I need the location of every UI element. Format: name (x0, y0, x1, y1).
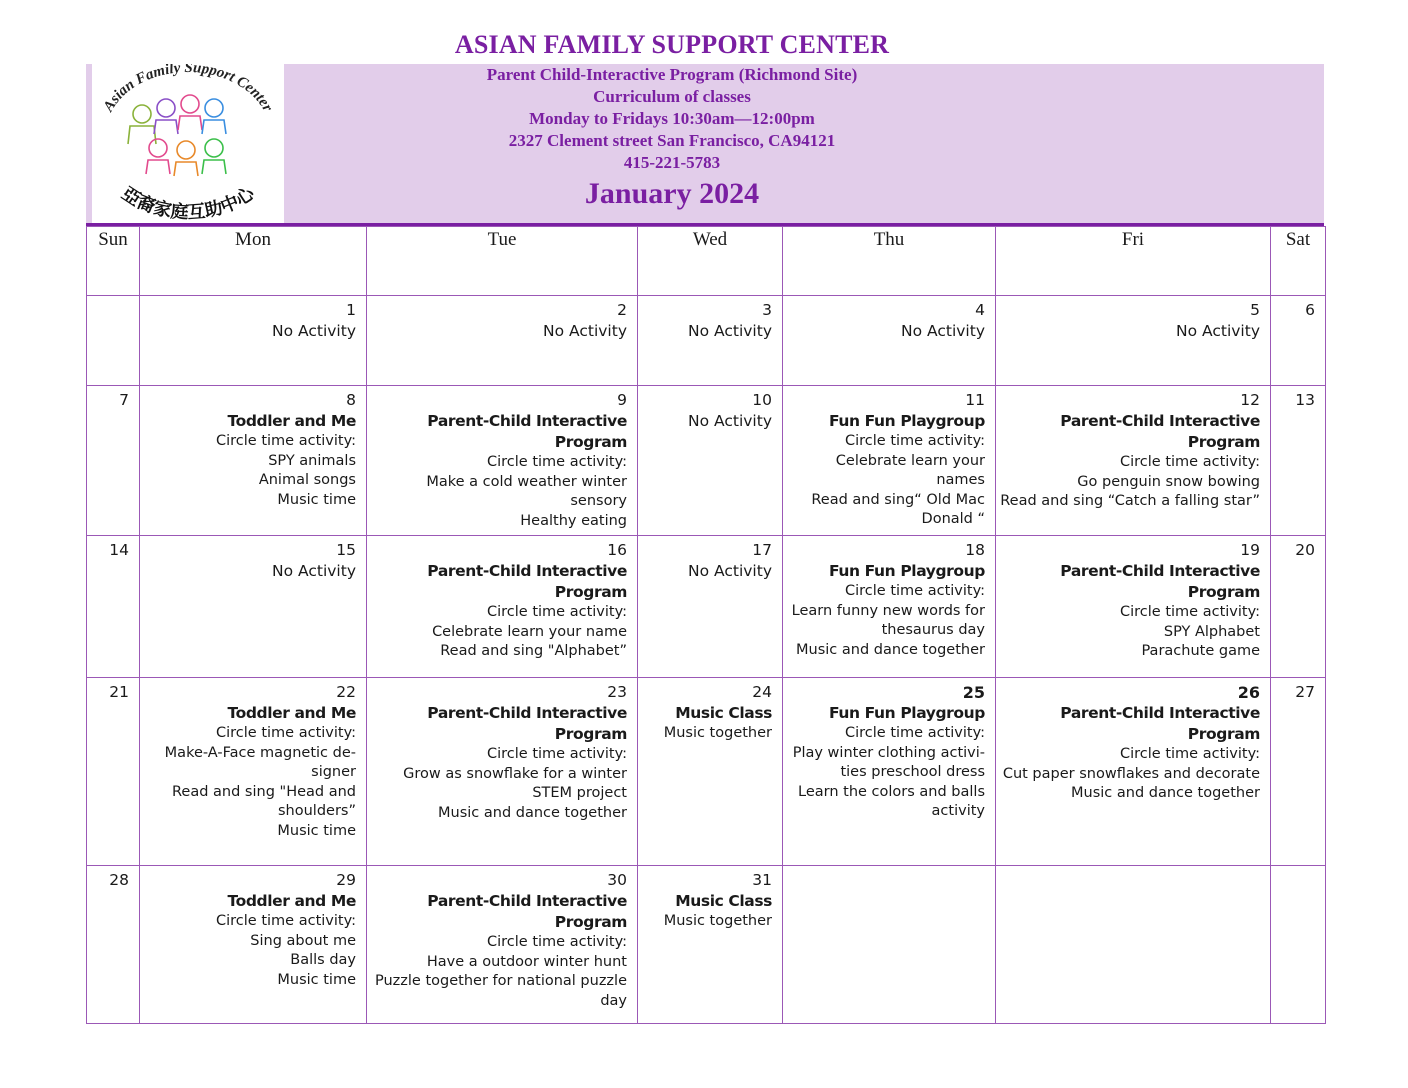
week-row (87, 678, 1326, 866)
day-cell (87, 678, 140, 866)
activity-line: shoulders” (278, 803, 356, 819)
day-cell (638, 386, 783, 536)
day-number: 4 (975, 301, 985, 319)
month-title: January 2024 (584, 177, 760, 210)
day-cell-content (367, 296, 637, 342)
day-cell (783, 386, 996, 536)
program-name: Parent-Child Interactive Program (427, 892, 627, 931)
week-row (87, 386, 1326, 536)
day-cell (140, 386, 367, 536)
program-name: Fun Fun Playgroup (828, 562, 985, 580)
activity-line: Healthy eating (520, 512, 627, 529)
day-cell (996, 866, 1271, 1024)
activity-line: Circle time activity: (216, 725, 356, 741)
activity-line: Cut paper snowflakes and decorate (1002, 765, 1260, 782)
activity-line: Learn funny new words for (791, 602, 985, 619)
day-cell-content (638, 866, 782, 932)
activity-line: Circle time activity: (845, 433, 985, 449)
weekday-thu: Thu (783, 227, 996, 296)
day-cell (638, 678, 783, 866)
activity-line: activity (931, 803, 985, 819)
day-number: 27 (1295, 683, 1315, 701)
week-row (87, 296, 1326, 386)
day-cell (783, 536, 996, 678)
day-number: 10 (752, 391, 772, 409)
activity-line: Donald “ (921, 511, 985, 527)
day-number: 16 (607, 541, 627, 559)
activity-line: Music time (277, 822, 356, 839)
day-cell (1271, 866, 1326, 1024)
calendar-grid (86, 226, 1326, 1024)
day-cell-content (783, 296, 995, 342)
activity-line: Circle time activity: (1120, 604, 1260, 620)
program-name: Parent-Child Interactive Program (427, 412, 627, 451)
weekday-wed: Wed (638, 227, 783, 296)
day-cell-content (1271, 536, 1325, 561)
day-cell (638, 866, 783, 1024)
activity-line: Read and sing“ Old Mac (811, 491, 985, 508)
no-activity-label: No Activity (272, 562, 356, 580)
logo-arc-text: Asian Family Support Center (100, 64, 276, 115)
svg-text:亞裔家庭互助中心 (118, 182, 259, 223)
day-cell (996, 536, 1271, 678)
activity-line: SPY animals (268, 452, 356, 469)
day-number: 2 (617, 301, 627, 319)
weekday-header-row (87, 227, 1326, 296)
phone-number: 415-221-5783 (623, 153, 721, 172)
program-name: Fun Fun Playgroup (828, 704, 985, 722)
program-name: Toddler and Me (227, 892, 356, 910)
day-cell-content (87, 536, 139, 561)
day-cell-content (783, 386, 995, 530)
activity-line: Celebrate learn your name (432, 623, 627, 640)
day-cell-content (367, 536, 637, 662)
activity-line: Music time (277, 491, 356, 508)
day-cell (1271, 678, 1326, 866)
program-name: Parent-Child Interactive Program (1060, 412, 1260, 451)
activity-line: Circle time activity: (216, 913, 356, 929)
activity-line: Have a outdoor winter hunt (426, 953, 627, 970)
activity-line: Circle time activity: (845, 583, 985, 599)
day-cell-content (1271, 296, 1325, 321)
day-cell-content (1271, 386, 1325, 411)
day-number: 30 (607, 871, 627, 889)
day-cell-content (87, 296, 139, 300)
program-name: Toddler and Me (227, 412, 356, 430)
activity-line: Circle time activity: (1120, 746, 1260, 762)
activity-line: Circle time activity: (487, 454, 627, 470)
day-cell-content (996, 296, 1270, 342)
day-cell (996, 296, 1271, 386)
activity-line: Circle time activity: (487, 604, 627, 620)
day-cell (1271, 386, 1326, 536)
day-number: 14 (109, 541, 129, 559)
org-title: ASIAN FAMILY SUPPORT CENTER (454, 30, 890, 59)
activity-line: Parachute game (1141, 643, 1260, 659)
activity-line: Read and sing “Catch a falling star” (1000, 493, 1260, 509)
day-number: 9 (617, 391, 627, 409)
day-number: 5 (1250, 301, 1260, 319)
activity-line: day (600, 992, 627, 1009)
day-cell-content (996, 866, 1270, 870)
day-cell (996, 678, 1271, 866)
day-cell (87, 866, 140, 1024)
day-number: 28 (109, 871, 129, 889)
activity-line: Sing about me (250, 932, 356, 949)
activity-line: Music time (277, 971, 356, 988)
day-cell-content (140, 678, 366, 841)
logo-chinese-text: 亞裔家庭互助中心 (117, 183, 259, 224)
day-cell-content (638, 536, 782, 582)
no-activity-label: No Activity (1176, 322, 1260, 340)
day-cell (140, 678, 367, 866)
program-name: Fun Fun Playgroup (828, 412, 985, 430)
weekday-fri: Fri (996, 227, 1271, 296)
day-number: 12 (1240, 391, 1260, 409)
activity-line: Music and dance together (796, 641, 985, 658)
no-activity-label: No Activity (543, 322, 627, 340)
program-name: Parent-Child Interactive Program (427, 704, 627, 743)
week-row (87, 536, 1326, 678)
day-cell (783, 296, 996, 386)
no-activity-label: No Activity (688, 562, 772, 580)
day-number: 29 (336, 871, 356, 889)
program-name: Parent-Child Interactive Program (1060, 704, 1260, 743)
day-cell-content (140, 536, 366, 582)
day-cell-content (367, 866, 637, 1011)
day-cell (996, 386, 1271, 536)
activity-line: Read and sing "Alphabet” (440, 643, 627, 659)
day-cell (783, 866, 996, 1024)
day-cell (87, 296, 140, 386)
program-name: Toddler and Me (227, 704, 356, 722)
day-number: 15 (336, 541, 356, 559)
curriculum-label: Curriculum of classes (593, 87, 751, 106)
day-cell-content (783, 536, 995, 660)
banner-text (286, 64, 1058, 212)
activity-line: Music and dance together (438, 804, 627, 821)
weekday-sun: Sun (87, 227, 140, 296)
schedule-hours: Monday to Fridays 10:30am—12:00pm (529, 109, 815, 128)
day-cell-content (1271, 866, 1325, 870)
activity-line: STEM project (532, 785, 627, 801)
activity-line: Circle time activity: (845, 725, 985, 741)
activity-line: Make-A-Face magnetic de- (164, 744, 356, 761)
weekday-mon: Mon (140, 227, 367, 296)
day-number: 24 (752, 683, 772, 701)
day-number: 18 (965, 541, 985, 559)
day-cell-content (140, 386, 366, 510)
day-cell-content (638, 296, 782, 342)
no-activity-label: No Activity (688, 412, 772, 430)
activity-line: Circle time activity: (216, 433, 356, 449)
day-cell-content (783, 866, 995, 870)
day-number: 6 (1305, 301, 1315, 319)
day-cell-content (783, 678, 995, 822)
weekday-tue: Tue (367, 227, 638, 296)
activity-line: thesaurus day (881, 622, 985, 638)
day-cell-content (996, 386, 1270, 512)
day-number: 25 (962, 683, 985, 702)
day-number: 23 (607, 683, 627, 701)
day-number: 20 (1295, 541, 1315, 559)
day-number: 13 (1295, 391, 1315, 409)
activity-line: Balls day (290, 952, 356, 968)
program-name: Music Class (675, 892, 772, 910)
day-cell (140, 296, 367, 386)
day-cell (87, 386, 140, 536)
activity-line: Music and dance together (1071, 785, 1260, 801)
family-logo-icon (92, 64, 284, 224)
program-name: Parent-Child Interactive Program (427, 562, 627, 601)
day-cell-content (996, 536, 1270, 662)
day-cell-content (638, 386, 782, 432)
no-activity-label: No Activity (901, 322, 985, 340)
day-cell (367, 866, 638, 1024)
no-activity-label: No Activity (688, 322, 772, 340)
program-site: Parent Child-Interactive Program (Richmond Site) (486, 65, 858, 84)
activity-line: Animal songs (258, 472, 356, 488)
activity-line: Circle time activity: (1120, 454, 1260, 470)
week-row (87, 866, 1326, 1024)
day-cell-content (87, 678, 139, 703)
day-cell-content (87, 866, 139, 891)
day-number: 3 (762, 301, 772, 319)
weekday-sat: Sat (1271, 227, 1326, 296)
activity-line: Go penguin snow bowing (1077, 473, 1260, 490)
program-name: Music Class (675, 704, 772, 722)
day-cell-content (367, 386, 637, 531)
activity-line: Circle time activity: (487, 746, 627, 762)
activity-line: Circle time activity: (487, 934, 627, 950)
day-cell (87, 536, 140, 678)
activity-line: Celebrate learn your names (835, 452, 985, 488)
activity-line: signer (311, 764, 356, 780)
no-activity-label: No Activity (272, 322, 356, 340)
day-cell-content (1271, 678, 1325, 703)
day-number: 26 (1237, 683, 1260, 702)
day-cell (140, 866, 367, 1024)
program-name: Parent-Child Interactive Program (1060, 562, 1260, 601)
day-number: 1 (346, 301, 356, 319)
address: 2327 Clement street San Francisco, CA94121 (508, 131, 836, 150)
day-cell-content (140, 296, 366, 342)
day-cell (367, 678, 638, 866)
day-cell (638, 296, 783, 386)
activity-line: Read and sing "Head and (172, 783, 356, 800)
activity-line: Play winter clothing activi- (792, 744, 985, 761)
activity-line: Learn the colors and balls (798, 783, 985, 800)
day-number: 19 (1240, 541, 1260, 559)
day-number: 31 (752, 871, 772, 889)
activity-line: Make a cold weather winter sensory (426, 473, 627, 509)
day-cell (367, 536, 638, 678)
day-number: 7 (119, 391, 129, 409)
day-cell (367, 296, 638, 386)
day-cell (783, 678, 996, 866)
activity-line: Music together (663, 725, 772, 741)
activity-line: Music together (663, 913, 772, 929)
day-cell-content (87, 386, 139, 411)
day-cell (1271, 296, 1326, 386)
activity-line: SPY Alphabet (1163, 623, 1260, 640)
org-logo (92, 64, 284, 224)
day-cell (638, 536, 783, 678)
day-cell-content (140, 866, 366, 990)
day-cell (140, 536, 367, 678)
day-cell (367, 386, 638, 536)
activity-line: Grow as snowflake for a winter (403, 765, 627, 782)
day-number: 8 (346, 391, 356, 409)
day-number: 21 (109, 683, 129, 701)
svg-text:Asian Family Support Center (100, 64, 275, 115)
activity-line: Puzzle together for national puzzle (375, 973, 627, 989)
day-number: 22 (336, 683, 356, 701)
day-cell-content (367, 678, 637, 823)
day-cell-content (638, 678, 782, 744)
day-cell-content (996, 678, 1270, 804)
day-number: 17 (752, 541, 772, 559)
activity-line: ties preschool dress (840, 764, 985, 780)
day-number: 11 (965, 391, 985, 409)
day-cell (1271, 536, 1326, 678)
